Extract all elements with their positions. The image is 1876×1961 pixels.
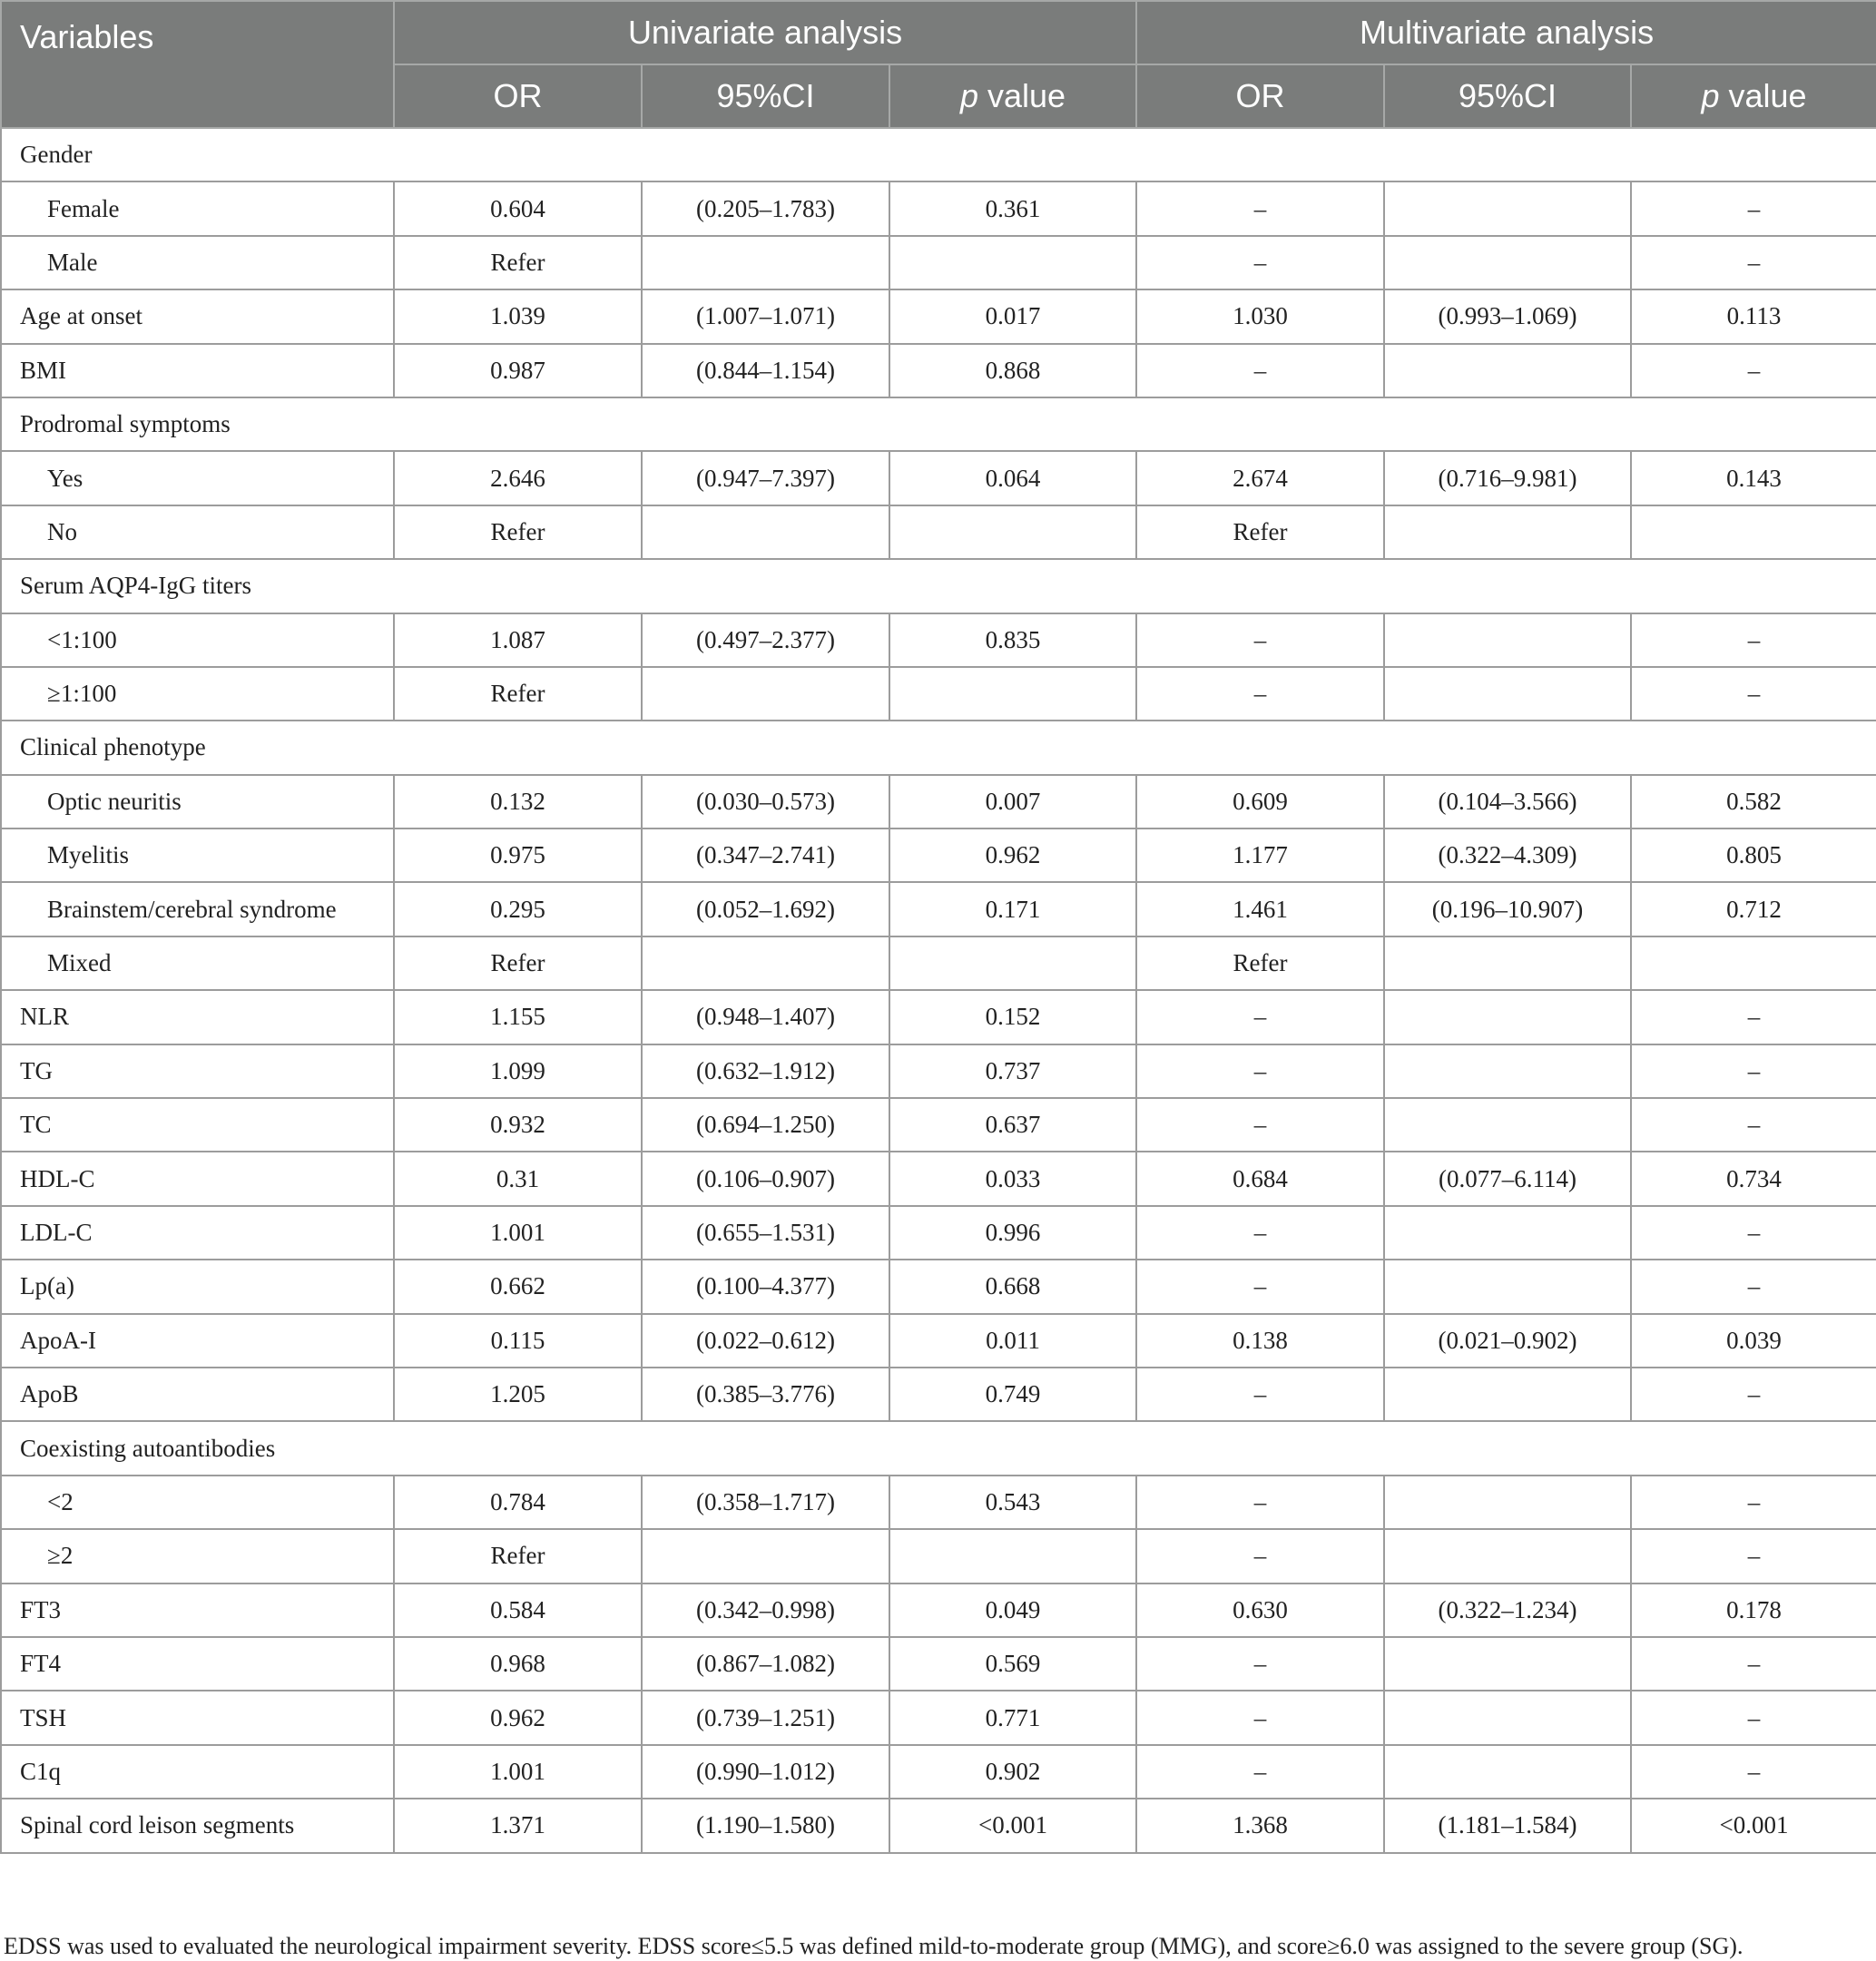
cell-m-or: – — [1136, 1745, 1384, 1799]
cell-u-ci: (0.844–1.154) — [642, 344, 889, 397]
cell-u-p: <0.001 — [889, 1799, 1136, 1852]
cell-u-or: 0.968 — [394, 1637, 642, 1691]
cell-u-or: 0.987 — [394, 344, 642, 397]
cell-u-p — [889, 936, 1136, 990]
variable-label: Lp(a) — [1, 1260, 394, 1313]
variable-label: LDL-C — [1, 1206, 394, 1260]
table-row — [1, 667, 1876, 721]
cell-m-ci — [1384, 1529, 1631, 1583]
cell-u-p: 0.033 — [889, 1152, 1136, 1205]
table-row — [1, 1529, 1876, 1583]
cell-m-p: – — [1631, 1637, 1876, 1691]
table-row — [1, 289, 1876, 343]
cell-u-p: 0.017 — [889, 289, 1136, 343]
cell-u-or: 0.295 — [394, 882, 642, 936]
cell-u-or: 2.646 — [394, 451, 642, 505]
cell-m-or: Refer — [1136, 505, 1384, 559]
cell-m-or: – — [1136, 990, 1384, 1044]
cell-u-ci — [642, 936, 889, 990]
cell-u-p: 0.737 — [889, 1044, 1136, 1098]
cell-m-p: – — [1631, 1368, 1876, 1421]
cell-m-or: – — [1136, 1529, 1384, 1583]
header-univariate-ci: 95%CI — [642, 64, 889, 128]
cell-m-p: 0.113 — [1631, 289, 1876, 343]
table-row — [1, 1368, 1876, 1421]
table-group-row — [1, 721, 1876, 774]
cell-m-p: – — [1631, 1476, 1876, 1529]
cell-m-or: 1.461 — [1136, 882, 1384, 936]
table-row — [1, 1476, 1876, 1529]
table-footnote: EDSS was used to evaluated the neurological impairment severity. EDSS score≤5.5 was defined mild-to-moderate group (MMG), and score≥6.0 was assigned to the severe group (SG). — [4, 1933, 1743, 1959]
cell-u-ci — [642, 1529, 889, 1583]
cell-m-or: – — [1136, 613, 1384, 667]
cell-u-or: 1.087 — [394, 613, 642, 667]
cell-m-ci — [1384, 613, 1631, 667]
cell-u-p: 0.171 — [889, 882, 1136, 936]
cell-m-or: – — [1136, 1476, 1384, 1529]
cell-u-p: 0.543 — [889, 1476, 1136, 1529]
cell-u-p — [889, 1529, 1136, 1583]
cell-m-ci: (0.077–6.114) — [1384, 1152, 1631, 1205]
cell-u-ci: (0.358–1.717) — [642, 1476, 889, 1529]
cell-m-ci — [1384, 1098, 1631, 1152]
cell-m-ci — [1384, 1476, 1631, 1529]
table-row — [1, 1584, 1876, 1637]
variable-label: ≥2 — [1, 1529, 394, 1583]
header-multivariate: Multivariate analysis — [1136, 1, 1876, 64]
cell-m-or: 1.030 — [1136, 289, 1384, 343]
cell-u-p: 0.668 — [889, 1260, 1136, 1313]
cell-m-p: – — [1631, 990, 1876, 1044]
cell-m-ci: (0.196–10.907) — [1384, 882, 1631, 936]
cell-u-or: 0.662 — [394, 1260, 642, 1313]
cell-m-p: – — [1631, 667, 1876, 721]
cell-u-or: 0.975 — [394, 829, 642, 882]
cell-u-p: 0.637 — [889, 1098, 1136, 1152]
cell-m-p: 0.178 — [1631, 1584, 1876, 1637]
cell-u-or: 1.039 — [394, 289, 642, 343]
cell-m-or: – — [1136, 344, 1384, 397]
variable-label: BMI — [1, 344, 394, 397]
table-group-row — [1, 397, 1876, 451]
header-multivariate-p — [1631, 64, 1876, 128]
cell-m-ci: (1.181–1.584) — [1384, 1799, 1631, 1852]
header-variables: Variables — [1, 1, 394, 128]
table-row — [1, 1314, 1876, 1368]
cell-m-or: 0.138 — [1136, 1314, 1384, 1368]
cell-m-p: – — [1631, 1098, 1876, 1152]
variable-label: Optic neuritis — [1, 775, 394, 829]
variable-label: <2 — [1, 1476, 394, 1529]
header-p-rest: value — [977, 77, 1066, 114]
cell-m-ci — [1384, 181, 1631, 235]
cell-u-p: 0.749 — [889, 1368, 1136, 1421]
variable-label: Myelitis — [1, 829, 394, 882]
table-row — [1, 613, 1876, 667]
cell-m-ci: (0.021–0.902) — [1384, 1314, 1631, 1368]
cell-u-p: 0.835 — [889, 613, 1136, 667]
cell-u-ci — [642, 236, 889, 289]
cell-u-ci — [642, 667, 889, 721]
table-row — [1, 344, 1876, 397]
cell-m-p: 0.712 — [1631, 882, 1876, 936]
cell-m-p: – — [1631, 1529, 1876, 1583]
cell-m-or: 0.684 — [1136, 1152, 1384, 1205]
cell-u-ci: (0.022–0.612) — [642, 1314, 889, 1368]
cell-m-ci — [1384, 667, 1631, 721]
variable-label: NLR — [1, 990, 394, 1044]
cell-u-p: 0.868 — [889, 344, 1136, 397]
header-multivariate-ci: 95%CI — [1384, 64, 1631, 128]
cell-m-p: – — [1631, 613, 1876, 667]
cell-m-or: – — [1136, 1206, 1384, 1260]
cell-u-p: 0.771 — [889, 1691, 1136, 1744]
variable-label: ≥1:100 — [1, 667, 394, 721]
cell-m-ci — [1384, 1368, 1631, 1421]
cell-m-p: – — [1631, 1260, 1876, 1313]
cell-u-p: 0.049 — [889, 1584, 1136, 1637]
table-row — [1, 1637, 1876, 1691]
table-row — [1, 882, 1876, 936]
table-body — [1, 128, 1876, 1853]
cell-u-or: Refer — [394, 1529, 642, 1583]
cell-m-p: 0.582 — [1631, 775, 1876, 829]
header-univariate-or: OR — [394, 64, 642, 128]
cell-m-ci — [1384, 1206, 1631, 1260]
cell-u-ci: (0.342–0.998) — [642, 1584, 889, 1637]
header-p-italic: p — [959, 77, 978, 114]
cell-m-ci: (0.716–9.981) — [1384, 451, 1631, 505]
table-row — [1, 181, 1876, 235]
cell-m-or: 0.609 — [1136, 775, 1384, 829]
cell-u-p: 0.361 — [889, 181, 1136, 235]
table-row — [1, 451, 1876, 505]
group-label: Gender — [1, 128, 1876, 181]
cell-u-p: 0.064 — [889, 451, 1136, 505]
cell-u-or: 1.155 — [394, 990, 642, 1044]
cell-u-ci — [642, 505, 889, 559]
table-row — [1, 1098, 1876, 1152]
cell-m-ci: (0.322–1.234) — [1384, 1584, 1631, 1637]
variable-label: ApoB — [1, 1368, 394, 1421]
cell-u-p — [889, 236, 1136, 289]
variable-label: FT4 — [1, 1637, 394, 1691]
cell-m-or: 1.368 — [1136, 1799, 1384, 1852]
cell-m-p: – — [1631, 344, 1876, 397]
table-header — [1, 1, 1876, 128]
header-p-italic: p — [1701, 77, 1720, 114]
cell-m-p: 0.805 — [1631, 829, 1876, 882]
cell-m-or: 2.674 — [1136, 451, 1384, 505]
cell-u-or: 0.784 — [394, 1476, 642, 1529]
variable-label: TG — [1, 1044, 394, 1098]
cell-m-or: 1.177 — [1136, 829, 1384, 882]
table-group-row — [1, 1421, 1876, 1475]
cell-u-p: 0.902 — [889, 1745, 1136, 1799]
cell-u-or: Refer — [394, 505, 642, 559]
cell-u-p: 0.011 — [889, 1314, 1136, 1368]
cell-m-ci — [1384, 344, 1631, 397]
cell-m-or: – — [1136, 236, 1384, 289]
table-row — [1, 1799, 1876, 1852]
cell-u-p: 0.569 — [889, 1637, 1136, 1691]
cell-m-p: – — [1631, 236, 1876, 289]
table-row — [1, 1152, 1876, 1205]
cell-m-p: 0.734 — [1631, 1152, 1876, 1205]
group-label: Clinical phenotype — [1, 721, 1876, 774]
cell-u-or: 0.115 — [394, 1314, 642, 1368]
cell-u-or: 0.132 — [394, 775, 642, 829]
cell-u-or: 1.205 — [394, 1368, 642, 1421]
table-row — [1, 1691, 1876, 1744]
table-group-row — [1, 559, 1876, 613]
variable-label: FT3 — [1, 1584, 394, 1637]
cell-m-or: – — [1136, 1260, 1384, 1313]
cell-m-ci — [1384, 936, 1631, 990]
table-row — [1, 1745, 1876, 1799]
variable-label: TC — [1, 1098, 394, 1152]
table-row — [1, 829, 1876, 882]
cell-u-ci: (0.205–1.783) — [642, 181, 889, 235]
variable-label: Brainstem/cerebral syndrome — [1, 882, 394, 936]
cell-u-or: Refer — [394, 936, 642, 990]
cell-m-ci — [1384, 1691, 1631, 1744]
table-row — [1, 505, 1876, 559]
header-univariate-p — [889, 64, 1136, 128]
cell-u-ci: (0.030–0.573) — [642, 775, 889, 829]
variable-label: Male — [1, 236, 394, 289]
cell-m-or: Refer — [1136, 936, 1384, 990]
table-group-row — [1, 128, 1876, 181]
variable-label: Mixed — [1, 936, 394, 990]
table-row — [1, 1206, 1876, 1260]
cell-m-or: – — [1136, 1691, 1384, 1744]
cell-u-p: 0.152 — [889, 990, 1136, 1044]
cell-m-ci — [1384, 1044, 1631, 1098]
cell-m-ci: (0.322–4.309) — [1384, 829, 1631, 882]
cell-m-ci: (0.104–3.566) — [1384, 775, 1631, 829]
cell-m-or: – — [1136, 1637, 1384, 1691]
group-label: Prodromal symptoms — [1, 397, 1876, 451]
cell-u-p — [889, 505, 1136, 559]
cell-u-or: 1.371 — [394, 1799, 642, 1852]
cell-u-ci: (0.694–1.250) — [642, 1098, 889, 1152]
cell-u-or: 0.604 — [394, 181, 642, 235]
table-row — [1, 1260, 1876, 1313]
header-multivariate-or: OR — [1136, 64, 1384, 128]
cell-m-p: – — [1631, 1206, 1876, 1260]
cell-m-ci — [1384, 1745, 1631, 1799]
header-univariate: Univariate analysis — [394, 1, 1136, 64]
cell-u-ci: (0.052–1.692) — [642, 882, 889, 936]
group-label: Coexisting autoantibodies — [1, 1421, 1876, 1475]
cell-u-ci: (1.007–1.071) — [642, 289, 889, 343]
cell-m-p: – — [1631, 181, 1876, 235]
cell-u-ci: (0.632–1.912) — [642, 1044, 889, 1098]
cell-u-ci: (0.867–1.082) — [642, 1637, 889, 1691]
table-row — [1, 990, 1876, 1044]
cell-u-ci: (0.947–7.397) — [642, 451, 889, 505]
cell-u-or: 1.099 — [394, 1044, 642, 1098]
cell-m-or: – — [1136, 181, 1384, 235]
cell-m-p: – — [1631, 1044, 1876, 1098]
cell-m-ci — [1384, 990, 1631, 1044]
cell-u-ci: (1.190–1.580) — [642, 1799, 889, 1852]
cell-u-ci: (0.106–0.907) — [642, 1152, 889, 1205]
cell-u-p: 0.962 — [889, 829, 1136, 882]
cell-u-ci: (0.990–1.012) — [642, 1745, 889, 1799]
cell-m-p — [1631, 505, 1876, 559]
cell-u-ci: (0.739–1.251) — [642, 1691, 889, 1744]
cell-u-ci: (0.655–1.531) — [642, 1206, 889, 1260]
cell-m-ci — [1384, 505, 1631, 559]
table-row — [1, 936, 1876, 990]
cell-u-ci: (0.497–2.377) — [642, 613, 889, 667]
cell-u-or: 1.001 — [394, 1206, 642, 1260]
cell-u-p: 0.996 — [889, 1206, 1136, 1260]
cell-u-or: 0.962 — [394, 1691, 642, 1744]
cell-u-or: 0.932 — [394, 1098, 642, 1152]
cell-m-p: – — [1631, 1745, 1876, 1799]
cell-u-ci: (0.100–4.377) — [642, 1260, 889, 1313]
cell-u-ci: (0.385–3.776) — [642, 1368, 889, 1421]
cell-m-ci: (0.993–1.069) — [1384, 289, 1631, 343]
variable-label: No — [1, 505, 394, 559]
cell-m-p: – — [1631, 1691, 1876, 1744]
cell-m-ci — [1384, 236, 1631, 289]
variable-label: TSH — [1, 1691, 394, 1744]
cell-m-p: 0.143 — [1631, 451, 1876, 505]
table-row — [1, 1044, 1876, 1098]
variable-label: Female — [1, 181, 394, 235]
cell-m-or: – — [1136, 667, 1384, 721]
variable-label: Spinal cord leison segments — [1, 1799, 394, 1852]
variable-label: Yes — [1, 451, 394, 505]
cell-m-p — [1631, 936, 1876, 990]
cell-m-ci — [1384, 1260, 1631, 1313]
cell-u-or: 0.584 — [394, 1584, 642, 1637]
cell-u-or: 1.001 — [394, 1745, 642, 1799]
table-row — [1, 775, 1876, 829]
cell-m-ci — [1384, 1637, 1631, 1691]
cell-u-p — [889, 667, 1136, 721]
variable-label: <1:100 — [1, 613, 394, 667]
cell-m-or: 0.630 — [1136, 1584, 1384, 1637]
cell-m-or: – — [1136, 1098, 1384, 1152]
variable-label: ApoA-I — [1, 1314, 394, 1368]
cell-m-p: <0.001 — [1631, 1799, 1876, 1852]
variable-label: C1q — [1, 1745, 394, 1799]
group-label: Serum AQP4-IgG titers — [1, 559, 1876, 613]
cell-u-or: Refer — [394, 236, 642, 289]
cell-u-or: Refer — [394, 667, 642, 721]
cell-u-or: 0.31 — [394, 1152, 642, 1205]
variable-label: Age at onset — [1, 289, 394, 343]
variable-label: HDL-C — [1, 1152, 394, 1205]
table-row — [1, 236, 1876, 289]
header-p-rest: value — [1719, 77, 1807, 114]
cell-m-p: 0.039 — [1631, 1314, 1876, 1368]
cell-u-ci: (0.347–2.741) — [642, 829, 889, 882]
cell-m-or: – — [1136, 1044, 1384, 1098]
cell-u-ci: (0.948–1.407) — [642, 990, 889, 1044]
cell-u-p: 0.007 — [889, 775, 1136, 829]
cell-m-or: – — [1136, 1368, 1384, 1421]
